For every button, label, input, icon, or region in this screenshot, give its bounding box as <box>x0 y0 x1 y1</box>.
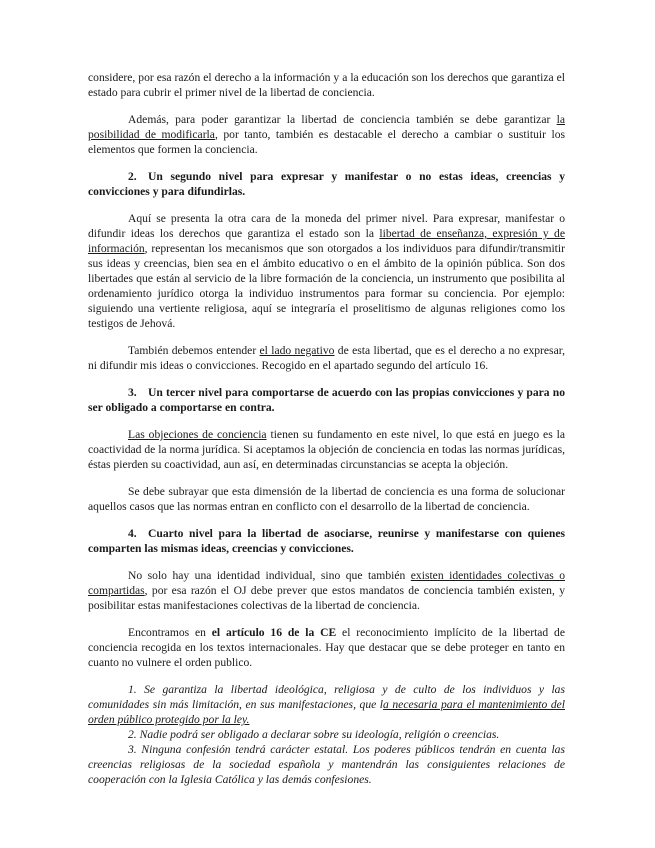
underlined-phrase: a necesaria para el mantenimiento del orden público protegido por la ley. <box>88 698 565 726</box>
underlined-phrase: libertad de enseñanza, expresión y de información <box>88 227 565 255</box>
section-heading-3: 3. Un tercer nivel para comportarse de acuerdo con las propias convicciones y para no ser obligado a comportarse en contra. <box>88 386 565 414</box>
article-quote <box>88 682 565 787</box>
underlined-phrase: el lado negativo <box>259 344 335 357</box>
section-heading-2: 2. Un segundo nivel para expresar y manifestar o no estas ideas, creencias y convicciones y para difundirlas. <box>88 170 565 198</box>
paragraph-2: Además, para poder garantizar la libertad de conciencia también se debe garantizar la posibilidad de modificarla, por tanto, también es destacable el derecho a cambiar o sustituir los elementos que formen la conciencia. <box>88 113 565 156</box>
paragraph-3: Aquí se presenta la otra cara de la moneda del primer nivel. Para expresar, manifestar o difundir ideas los derechos que garantiza el estado son la libertad de enseñanza, expresión y de información, representan los mecanismos que son otorgados a los individuos para difundir/transmitir sus ideas y creencias, bien sea en el ámbito educativo o en el ámbito de la opinión pública. Son dos libertades que están al servicio de la libre formación de la conciencia, un instrumento que posibilita al ordenamiento jurídico otorga la individuo instrumentos para formar su conciencia. Por ejemplo: siguiendo una vertiente religiosa, aquí se integraría el proselitismo de algunas religiones como los testigos de Jehová. <box>88 212 565 330</box>
quote-item-3: 3. Ninguna confesión tendrá carácter estatal. Los poderes públicos tendrán en cuenta las creencias religiosas de la sociedad española y mantendrán las consiguientes relaciones de cooperación con la Iglesia Católica y las demás confesiones. <box>88 743 565 786</box>
paragraph-8: Encontramos en el artículo 16 de la CE el reconocimiento implícito de la libertad de conciencia recogida en los textos internacionales. Hay que destacar que se debe proteger en tanto en cuanto no vulnere el orden publico. <box>88 626 565 669</box>
section-heading-4: 4. Cuarto nivel para la libertad de asociarse, reunirse y manifestarse con quienes comparten las mismas ideas, creencias y convicciones. <box>88 527 565 555</box>
paragraph-4: También debemos entender el lado negativo de esta libertad, que es el derecho a no expresar, ni difundir mis ideas o convicciones. Recogido en el apartado segundo del artículo 16. <box>88 344 566 372</box>
paragraph-7: No solo hay una identidad individual, sino que también existen identidades colectivas o compartidas, por esa razón el OJ debe prever que estos mandatos de conciencia también existen, y posibilitar estas manifestaciones colectivas de la libertad de conciencia. <box>88 569 566 612</box>
quote-item-2: 2. Nadie podrá ser obligado a declarar sobre su ideología, religión o creencias. <box>128 728 500 741</box>
bold-phrase: el artículo 16 de la CE <box>211 626 337 639</box>
document-body <box>88 70 565 787</box>
underlined-phrase: la posibilidad de modificarla <box>88 113 565 141</box>
paragraph-1: considere, por esa razón el derecho a la información y a la educación son los derechos que garantiza el estado para cubrir el primer nivel de la libertad de conciencia. <box>88 71 565 99</box>
quote-item-1: 1. Se garantiza la libertad ideológica, religiosa y de culto de los individuos y las comunidades sin más limitación, en sus manifestaciones, que la necesaria para el mantenimiento del orden público protegido por la ley. <box>88 683 565 726</box>
underlined-phrase: Las objeciones de conciencia <box>128 428 267 441</box>
underlined-phrase: existen identidades colectivas o compartidas <box>88 569 566 597</box>
paragraph-5: Las objeciones de conciencia tienen su fundamento en este nivel, lo que está en juego es la coactividad de la norma jurídica. Si aceptamos la objeción de conciencia en todas las normas jurídicas, éstas pierden su coactividad, aun así, en determinadas circunstancias se acepta la objeción. <box>88 428 565 471</box>
paragraph-6: Se debe subrayar que esta dimensión de la libertad de conciencia es una forma de solucionar aquellos casos que las normas entran en conflicto con el desarrollo de la libertad de conciencia. <box>88 485 565 513</box>
